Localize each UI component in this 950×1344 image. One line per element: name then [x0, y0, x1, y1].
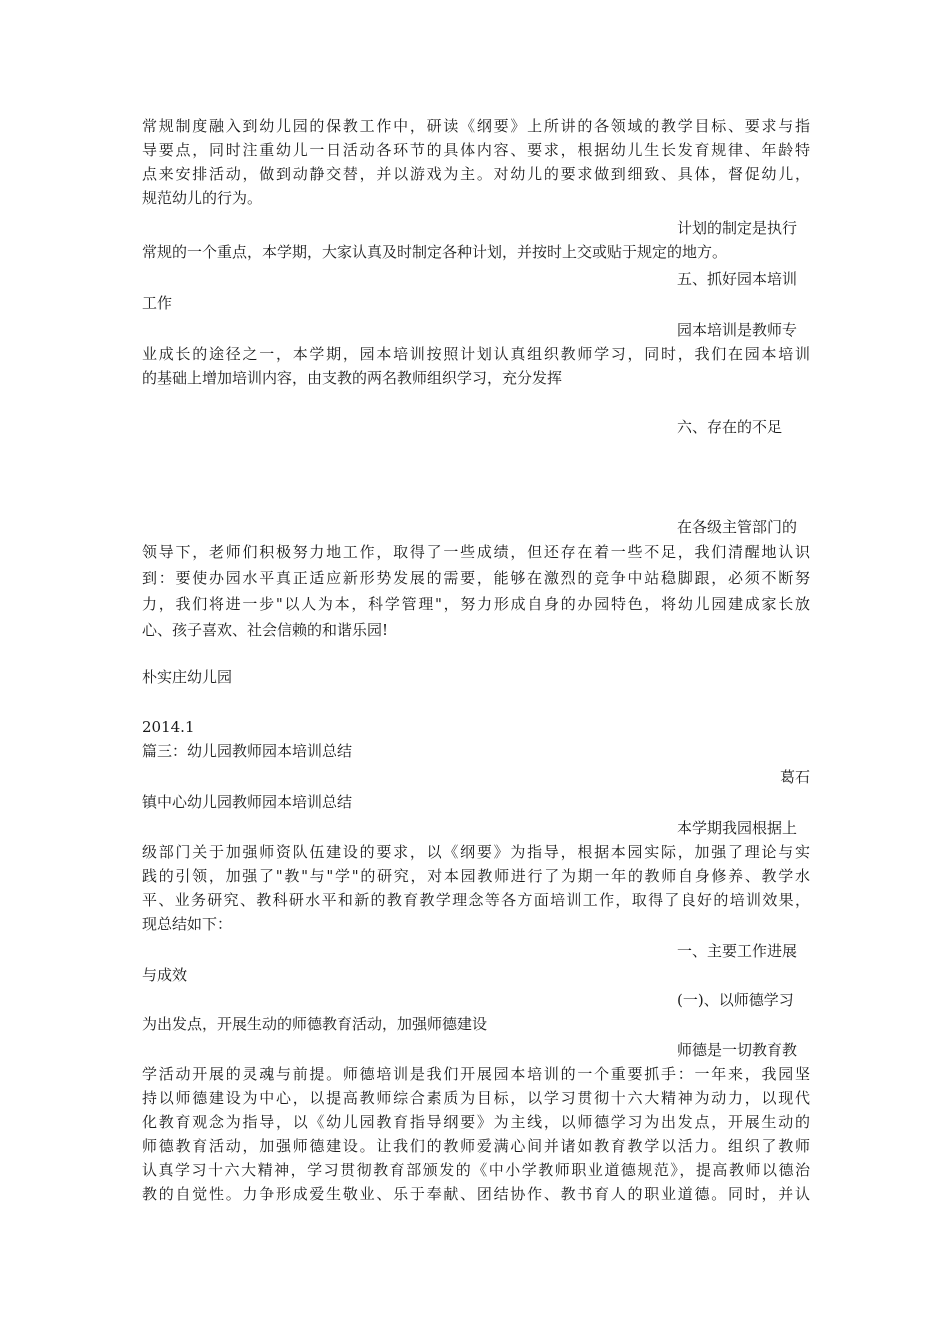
section-heading: 六、存在的不足	[677, 418, 783, 436]
text-line: 本学期我园根据上	[677, 819, 798, 837]
text-line: 教的自觉性。力争形成爱生敬业、乐于奉献、团结协作、教书育人的职业道德。同时，并认	[142, 1185, 810, 1203]
article-title: 篇三：幼儿园教师园本培训总结	[142, 742, 353, 760]
text-line: 师德是一切教育教	[677, 1041, 798, 1059]
section-heading: 一、主要工作进展	[677, 942, 798, 960]
author-name: 葛石	[779, 768, 810, 786]
subsection-heading: (一)、以师德学习	[677, 991, 794, 1009]
text-line: 心、孩子喜欢、社会信赖的和谐乐园!	[142, 621, 389, 639]
section-heading: 工作	[142, 294, 173, 312]
text-line: 化教育观念为指导，以《幼儿园教育指导纲要》为主线，以师德学习为出发点，开展生动的	[142, 1113, 810, 1131]
subsection-heading: 为出发点，开展生动的师德教育活动，加强师德建设	[142, 1015, 488, 1033]
text-line: 常规制度融入到幼儿园的保教工作中，研读《纲要》上所讲的各领域的教学目标、要求与指	[142, 117, 810, 135]
text-line: 力，我们将进一步"以人为本，科学管理"，努力形成自身的办园特色，将幼儿园建成家长放	[142, 595, 810, 613]
text-line: 学活动开展的灵魂与前提。师德培训是我们开展园本培训的一个重要抓手：一年来，我园坚	[142, 1065, 810, 1083]
text-line: 园本培训是教师专	[677, 321, 798, 339]
text-line: 计划的制定是执行	[677, 219, 798, 237]
text-line: 在各级主管部门的	[677, 518, 798, 536]
text-line: 到：要使办园水平真正适应新形势发展的需要，能够在激烈的竞争中站稳脚跟，必须不断努	[142, 569, 810, 587]
text-line: 的基础上增加培训内容，由支教的两名教师组织学习，充分发挥	[142, 369, 563, 387]
text-line: 持以师德建设为中心，以提高教师综合素质为目标，以学习贯彻十六大精神为动力，以现代	[142, 1089, 810, 1107]
text-line: 点来安排活动，做到动静交替，并以游戏为主。对幼儿的要求做到细致、具体，督促幼儿，	[142, 165, 810, 183]
kindergarten-name: 朴实庄幼儿园	[142, 668, 233, 686]
text-line: 领导下，老师们积极努力地工作，取得了一些成绩，但还存在着一些不足，我们清醒地认识	[142, 543, 810, 561]
text-line: 级部门关于加强师资队伍建设的要求，以《纲要》为指导，根据本园实际，加强了理论与实	[142, 843, 810, 861]
section-heading: 与成效	[142, 966, 188, 984]
date: 2014.1	[142, 718, 195, 736]
text-line: 师德教育活动，加强师德建设。让我们的教师爱满心间并诸如教育教学以活力。组织了教师	[142, 1137, 810, 1155]
text-line: 常规的一个重点，本学期，大家认真及时制定各种计划，并按时上交或贴于规定的地方。	[142, 243, 728, 261]
text-line: 现总结如下：	[142, 915, 233, 933]
text-line: 平、业务研究、教科研水平和新的教育教学理念等各方面培训工作，取得了良好的培训效果，	[142, 891, 810, 909]
text-line: 规范幼儿的行为。	[142, 189, 263, 207]
text-line: 业成长的途径之一，本学期，园本培训按照计划认真组织教师学习，同时，我们在园本培训	[142, 345, 810, 363]
text-line: 镇中心幼儿园教师园本培训总结	[142, 793, 353, 811]
text-line: 认真学习十六大精神，学习贯彻教育部颁发的《中小学教师职业道德规范》，提高教师以德治	[142, 1161, 810, 1179]
section-heading: 五、抓好园本培训	[677, 270, 798, 288]
text-line: 导要点，同时注重幼儿一日活动各环节的具体内容、要求，根据幼儿生长发育规律、年龄特	[142, 141, 810, 159]
text-line: 践的引领，加强了"教"与"学"的研究，对本园教师进行了为期一年的教师自身修养、教学水	[142, 867, 810, 885]
